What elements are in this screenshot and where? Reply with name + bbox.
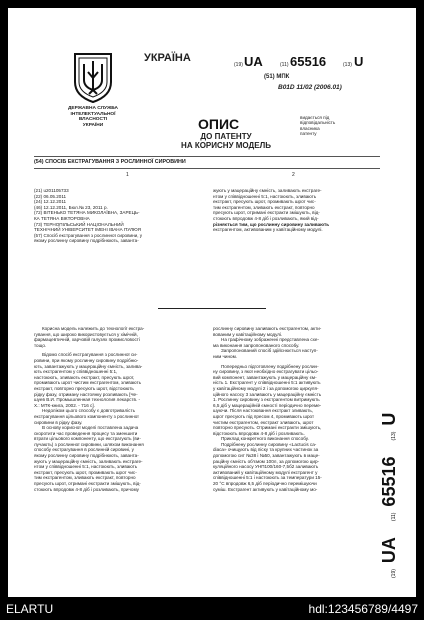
body-line: чистим екстрагентом, екстракт зливають, шрот bbox=[213, 419, 314, 425]
body-line: рідку фазу, отриману настоянку розливають [Че- bbox=[34, 391, 138, 397]
office-line: ДЕРЖАВНА СЛУЖБА bbox=[67, 106, 119, 111]
body-line: екстракт, повторно пресують шрот, відстоюють bbox=[34, 385, 134, 391]
biblio-line: (46) 12.12.2011, Бюл.№ 23, 2011 р. bbox=[34, 204, 108, 210]
body-line: Запропонований спосіб здійснюється наступ- bbox=[221, 348, 318, 354]
body-line: ма виконання запропонованого способу. bbox=[213, 342, 300, 348]
body-line: лучають) з рослинної сировини, шляхом виконання bbox=[34, 441, 144, 447]
body-line: Приклад конкретного виконання способу. bbox=[221, 436, 309, 442]
body-line: стоюють впродовж 4-8 діб і розливають, причому bbox=[34, 486, 139, 492]
kind-code: U bbox=[354, 54, 364, 69]
body-line: у кавітаційному модулі 2 і за допомогою циркуля- bbox=[213, 385, 319, 391]
invention-title: (54) СПОСІБ ЕКСТРАГУВАННЯ З РОСЛИННОЇ СИРОВИНИ bbox=[34, 159, 186, 165]
country-name: УКРАЇНА bbox=[144, 52, 191, 64]
office-name bbox=[60, 106, 126, 128]
claim-line: жують у мацераційну ємність, заливають екстраге- bbox=[213, 188, 322, 193]
body-line: втрати цільового компоненту, що екстрагують (ви- bbox=[34, 436, 141, 442]
viewer-status-bar bbox=[0, 597, 424, 620]
body-line: рослинну сировину заливають екстрагентом, акти- bbox=[213, 326, 322, 331]
claim-text bbox=[213, 188, 385, 233]
divider bbox=[34, 168, 380, 169]
body-line: шуючи. Після настоювання екстракт зливають, bbox=[213, 408, 314, 414]
body-line: тим екстрагентом, зливають екстракт, повторно bbox=[34, 475, 136, 481]
biblio-line: якому рослинну сировину подрібнюють, заванта- bbox=[34, 238, 139, 244]
bibliographic-data bbox=[34, 188, 204, 244]
claim-line: екстрагентом, активованим у кавітаційному модулі. bbox=[213, 227, 323, 233]
body-line: вий компонент, завантажують у мацераційну єм- bbox=[213, 374, 317, 380]
body-line: фармацевтичній, харчовій галузях промисловості bbox=[34, 337, 140, 343]
claim-line: пресують шрот, отримані екстракти змішують, від- bbox=[213, 210, 320, 216]
code-11-vertical: (11) bbox=[391, 512, 397, 522]
coat-of-arms-icon bbox=[72, 52, 114, 104]
code-19-vertical: (19) bbox=[391, 569, 397, 578]
body-line: скоротити час проведення процесу та зменшити bbox=[34, 430, 138, 436]
code-13-vertical: (13) bbox=[391, 431, 397, 441]
body-line: жують у мацераційну ємність, заливають екстраге- bbox=[34, 458, 143, 464]
side-note-line: власника bbox=[300, 125, 320, 131]
office-line: ВЛАСНОСТІ bbox=[78, 117, 108, 123]
doc-title: ОПИС bbox=[198, 116, 240, 132]
country-code-vertical: UA bbox=[379, 537, 399, 564]
kind-code-vertical: U bbox=[379, 412, 399, 426]
body-line: нтом у співвідношенні 5:1, настоюють, зливають bbox=[34, 464, 138, 470]
side-note bbox=[300, 115, 335, 137]
body-line: співвідношенні 5:1 і настоюють за температури 15- bbox=[213, 475, 322, 481]
body-line: екстрагування цільового компоненту з рослинної bbox=[34, 413, 139, 419]
body-line: Подрібнену рослинну сировину «Lactucis ca- bbox=[221, 441, 317, 447]
body-line: Відомо спосіб екстрагування з рослинної си- bbox=[42, 352, 138, 358]
country-code: UA bbox=[244, 54, 263, 69]
body-line: куляційного насосу УНП100/160-7,5б2 заливають bbox=[213, 464, 319, 470]
ipc-label: (51) МПК bbox=[264, 74, 290, 80]
body-line: настоюють, зливають екстракт, пресують шрот, bbox=[34, 374, 135, 380]
claim-line: нтом у співвідношенні 5:1, настоюють, зливають bbox=[213, 193, 317, 199]
body-line: Попередньо підготовлену подрібнену рослин- bbox=[221, 363, 319, 369]
biblio-line: (24) 12.12.2011 bbox=[34, 199, 67, 205]
body-line: суміш. Екстрагент активують у кавітаційному мо- bbox=[213, 486, 318, 492]
claim-line: тим екстрагентом, зливають екстракт, повторно bbox=[213, 204, 315, 210]
office-line: ІНТЕЛЕКТУАЛЬНОЇ bbox=[70, 111, 116, 117]
body-line: вованим у кавітаційному модулі. bbox=[213, 331, 283, 337]
body-line: ційного насосу 3 заливають у мацераційну ємність bbox=[213, 391, 322, 397]
biblio-line: (72) ВІТЕНЬКО ТЕТЯНА МИКОЛАЇВНА, ЗАРЕЦЬ- bbox=[34, 210, 140, 216]
claim-line: різняється тим, що рослинну сировину заливають bbox=[213, 221, 330, 227]
biblio-line: КА ТЕТЯНА ВІКТОРОВНА bbox=[34, 215, 90, 221]
claim-line: стоюють впродовж 4-8 діб і розливають, який від- bbox=[213, 215, 319, 221]
body-line: гування, що широко використовується у хімічній, bbox=[34, 331, 138, 337]
patent-page bbox=[8, 8, 416, 597]
body-line: шрот пресують під пресом 4, промивають шрот bbox=[213, 413, 315, 419]
body-line: сировини в рідку фазу. bbox=[34, 419, 83, 425]
body-line: шуев В.И. Промышленная технология лекарств. - bbox=[34, 397, 141, 403]
body-line: ну сировину, з якої необхідно екстрагувати цільо- bbox=[213, 369, 319, 375]
code-19: (19) bbox=[234, 62, 243, 68]
side-note-line: патенту bbox=[300, 131, 317, 137]
side-note-line: видається під bbox=[300, 115, 330, 120]
ipc-class: B01D 11/02 (2006.01) bbox=[278, 84, 342, 91]
body-line: раційну ємність об'ємом 100л, за допомогою цир- bbox=[213, 458, 320, 464]
patent-number-vertical: 65516 bbox=[379, 456, 399, 507]
body-line: 6,5 діб у мацераційній ємності періодично переме- bbox=[213, 402, 322, 408]
body-line: повторно пресують. Отримані екстракти змішують, bbox=[213, 425, 322, 431]
body-line: В основу корисної моделі поставлена задача bbox=[42, 425, 139, 431]
subtitle-line: НА КОРИСНУ МОДЕЛЬ bbox=[181, 141, 271, 150]
body-line: відстоюють впродовж 4-8 діб і розливають. bbox=[213, 430, 305, 436]
handle-label: hdl:123456789/4497 bbox=[308, 602, 418, 616]
doc-subtitle bbox=[178, 132, 274, 150]
body-line: На графічному зображенні представлена схе- bbox=[221, 337, 319, 343]
biblio-line: (21) u201105733 bbox=[34, 188, 69, 193]
column-number: 1 bbox=[126, 172, 129, 178]
divider bbox=[34, 156, 380, 157]
patent-number: 65516 bbox=[290, 54, 327, 69]
body-line: 1. Рослинну сировину з екстрагентом витримують bbox=[213, 397, 320, 403]
biblio-line: (22) 06.05.2011 bbox=[34, 193, 67, 199]
body-line: екстракт, пресують шрот, промивають шрот чис- bbox=[34, 469, 137, 475]
body-line: ність 1. Екстрагент у співвідношенні 5:1 активують bbox=[213, 380, 321, 386]
body-line: промивають шрот чистим екстрагентом, зливають bbox=[34, 380, 142, 386]
body-line: активований у кавітаційному модулі екстрагент у bbox=[213, 469, 318, 475]
body-line: diaca» очищують від піску та крупних частинок за bbox=[213, 447, 319, 453]
body-line: Недоліком цього способу є довготривалість bbox=[42, 408, 135, 414]
body-line: способу екстрагування в рослинній сировині, у bbox=[34, 447, 134, 453]
vertical-patent-id bbox=[379, 348, 409, 578]
description-left bbox=[34, 326, 206, 492]
body-line: ровини, при якому рослинну сировину подрібню- bbox=[34, 357, 139, 363]
body-line: ють екстрагентом у співвідношенні 5:1, bbox=[34, 369, 118, 375]
body-line: ють, завантажують у мацераційну ємність, залива- bbox=[34, 363, 143, 369]
body-line: допомогою сит №38 і №50, завантажують в маце- bbox=[213, 453, 320, 459]
body-line: Х.: МТК-книга, 2002. - 716 с]. bbox=[34, 402, 95, 408]
claim-line: екстракт, пресують шрот, промивають шрот чис- bbox=[213, 199, 316, 205]
body-line: ним чином. bbox=[213, 353, 238, 359]
code-11: (11) bbox=[280, 62, 289, 68]
body-line: Корисна модель належить до технології екстра- bbox=[42, 326, 145, 331]
source-label: ELARTU bbox=[6, 602, 54, 616]
side-note-line: відповідальність bbox=[300, 120, 336, 126]
biblio-line: (57) Спосіб екстрагування з рослинної сировини, у bbox=[34, 232, 143, 238]
body-line: якому рослинну сировину подрібнюють, заванта- bbox=[34, 453, 139, 459]
body-line: 20 °С впродовж 6,5 діб періодично перемішуючи bbox=[213, 481, 317, 487]
body-line: тощо. bbox=[34, 342, 47, 348]
description-right bbox=[213, 326, 379, 492]
separator-line bbox=[158, 308, 266, 309]
code-13: (13) bbox=[343, 62, 352, 68]
subtitle-line: ДО ПАТЕНТУ bbox=[200, 132, 252, 141]
biblio-line: (73) ТЕРНОПІЛЬСЬКИЙ НАЦІОНАЛЬНИЙ bbox=[34, 221, 124, 227]
column-number: 2 bbox=[292, 172, 295, 178]
body-line: пресують шрот, отримані екстракти змішують, від- bbox=[34, 481, 141, 487]
biblio-line: ТЕХНІЧНИЙ УНІВЕРСИТЕТ ІМЕНІ ІВАНА ПУЛЮЯ bbox=[34, 227, 141, 233]
office-line: УКРАЇНИ bbox=[82, 122, 104, 128]
